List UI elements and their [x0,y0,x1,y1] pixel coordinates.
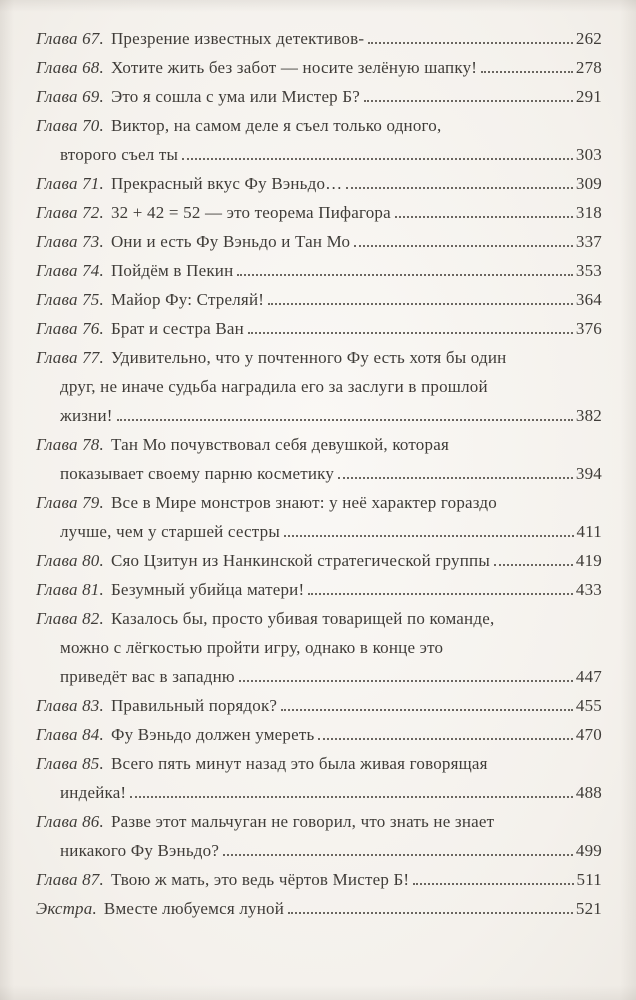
toc-entry [36,430,602,488]
chapter-label: Глава 67. [36,29,104,48]
toc-line [36,662,602,691]
toc-entry [36,343,602,430]
toc-list [36,24,602,923]
chapter-label: Глава 78. [36,435,104,454]
dot-leader [368,42,573,44]
dot-leader [413,883,573,885]
chapter-label: Экстра. [36,899,97,918]
page-number: 376 [575,319,602,338]
chapter-title-text: Всего пять минут назад это была живая говорящая [110,754,488,773]
toc-entry [36,169,602,198]
page-number: 364 [575,290,602,309]
page-number: 394 [575,464,602,483]
chapter-title-text: второго съел ты [60,145,179,164]
toc-line [36,401,602,430]
chapter-label: Глава 87. [36,870,104,889]
chapter-title-text: Удивительно, что у почтенного Фу есть хотя бы один [110,348,507,367]
toc-line [36,488,602,517]
toc-line [36,807,602,836]
chapter-label: Глава 76. [36,319,104,338]
toc-entry [36,314,602,343]
toc-entry [36,111,602,169]
chapter-label: Глава 81. [36,580,104,599]
chapter-label: Глава 73. [36,232,104,251]
page-number: 318 [575,203,602,222]
toc-entry [36,82,602,111]
toc-entry [36,198,602,227]
toc-line [36,778,602,807]
dot-leader [481,71,573,73]
page-number: 521 [575,899,602,918]
toc-line [36,575,602,604]
dot-leader [318,738,572,740]
chapter-title-text: Вместе любуемся луной [103,899,285,918]
chapter-label: Глава 79. [36,493,104,512]
toc-entry [36,604,602,691]
chapter-title-text: лучше, чем у старшей сестры [60,522,280,541]
toc-entry [36,256,602,285]
chapter-title-text: Прекрасный вкус Фу Вэньдо… [110,174,343,193]
chapter-title-text: Майор Фу: Стреляй! [110,290,265,309]
toc-line [36,459,602,488]
toc-line [36,198,602,227]
chapter-title-text: друг, не иначе судьба наградила его за заслуги в прошлой [60,377,488,396]
page-number: 262 [575,29,602,48]
toc-line [36,227,602,256]
chapter-title-text: Брат и сестра Ван [110,319,244,338]
chapter-title-text: показывает своему парню косметику [60,464,335,483]
chapter-title-text: Это я сошла с ума или Мистер Б? [110,87,361,106]
chapter-title-text: жизни! [60,406,113,425]
chapter-title-text: Виктор, на самом деле я съел только одного, [110,116,442,135]
chapter-title-text: Тан Мо почувствовал себя девушкой, которая [110,435,449,454]
chapter-title-text: можно с лёгкостью пройти игру, однако в конце это [60,638,444,657]
dot-leader [248,332,573,334]
chapter-title-text: индейка! [60,783,127,802]
toc-line [36,169,602,198]
dot-leader [494,564,573,566]
chapter-title-text: никакого Фу Вэньдо? [60,841,220,860]
chapter-title-text: Твою ж мать, это ведь чёртов Мистер Б! [110,870,410,889]
chapter-title-text: Казалось бы, просто убивая товарищей по команде, [110,609,495,628]
page-number: 309 [575,174,602,193]
chapter-label: Глава 85. [36,754,104,773]
toc-line [36,604,602,633]
page-number: 382 [575,406,602,425]
toc-line [36,546,602,575]
chapter-title-text: Пойдём в Пекин [110,261,234,280]
chapter-label: Глава 77. [36,348,104,367]
page-number: 278 [575,58,602,77]
chapter-label: Глава 80. [36,551,104,570]
dot-leader [182,158,573,160]
chapter-title-text: Разве этот мальчуган не говорил, что знать не знает [110,812,495,831]
page-number: 447 [575,667,602,686]
page-number: 499 [575,841,602,860]
toc-entry [36,865,602,894]
page-number: 419 [575,551,602,570]
page-number: 433 [575,580,602,599]
toc-line [36,836,602,865]
page-number: 303 [575,145,602,164]
chapter-title-text: Презрение известных детективов- [110,29,365,48]
toc-line [36,111,602,140]
toc-entry [36,24,602,53]
toc-line [36,285,602,314]
chapter-title-text: Они и есть Фу Вэньдо и Тан Мо [110,232,351,251]
toc-line [36,343,602,372]
toc-entry [36,894,602,923]
dot-leader [338,477,573,479]
chapter-label: Глава 68. [36,58,104,77]
toc-entry [36,807,602,865]
dot-leader [130,796,573,798]
toc-entry [36,691,602,720]
toc-line [36,314,602,343]
chapter-title-text: 32 + 42 = 52 — это теорема Пифагора [110,203,391,222]
page-number: 511 [576,870,602,889]
chapter-title-text: Хотите жить без забот — носите зелёную шапку! [110,58,478,77]
chapter-title-text: Безумный убийца матери! [110,580,305,599]
dot-leader [268,303,573,305]
chapter-title-text: приведёт вас в западню [60,667,235,686]
chapter-label: Глава 71. [36,174,104,193]
chapter-label: Глава 70. [36,116,104,135]
dot-leader [223,854,573,856]
toc-line [36,24,602,53]
dot-leader [308,593,573,595]
dot-leader [237,274,573,276]
page-number: 337 [575,232,602,251]
toc-entry [36,749,602,807]
chapter-label: Глава 69. [36,87,104,106]
chapter-label: Глава 84. [36,725,104,744]
toc-line [36,53,602,82]
dot-leader [239,680,573,682]
page-number: 455 [575,696,602,715]
toc-entry [36,720,602,749]
dot-leader [117,419,573,421]
dot-leader [346,187,573,189]
toc-entry [36,227,602,256]
toc-entry [36,546,602,575]
page-number: 353 [575,261,602,280]
dot-leader [354,245,573,247]
dot-leader [395,216,573,218]
toc-line [36,82,602,111]
dot-leader [288,912,573,914]
chapter-label: Глава 83. [36,696,104,715]
toc-line [36,140,602,169]
chapter-label: Глава 72. [36,203,104,222]
toc-line [36,865,602,894]
toc-entry [36,575,602,604]
page-number: 291 [575,87,602,106]
toc-line [36,372,602,401]
page-number: 488 [575,783,602,802]
toc-line [36,720,602,749]
chapter-title-text: Сяо Цзитун из Нанкинской стратегической группы [110,551,490,570]
toc-entry [36,488,602,546]
toc-entry [36,285,602,314]
page-number: 411 [576,522,602,541]
chapter-title-text: Правильный порядок? [110,696,278,715]
chapter-title-text: Все в Мире монстров знают: у неё характер гораздо [110,493,497,512]
toc-entry [36,53,602,82]
toc-line [36,430,602,459]
page-number: 470 [575,725,602,744]
toc-line [36,517,602,546]
chapter-label: Глава 74. [36,261,104,280]
chapter-label: Глава 75. [36,290,104,309]
dot-leader [364,100,573,102]
chapter-label: Глава 86. [36,812,104,831]
toc-line [36,256,602,285]
toc-line [36,894,602,923]
toc-line [36,691,602,720]
toc-line [36,749,602,778]
dot-leader [284,535,574,537]
chapter-label: Глава 82. [36,609,104,628]
toc-line [36,633,602,662]
dot-leader [281,709,573,711]
chapter-title-text: Фу Вэньдо должен умереть [110,725,315,744]
